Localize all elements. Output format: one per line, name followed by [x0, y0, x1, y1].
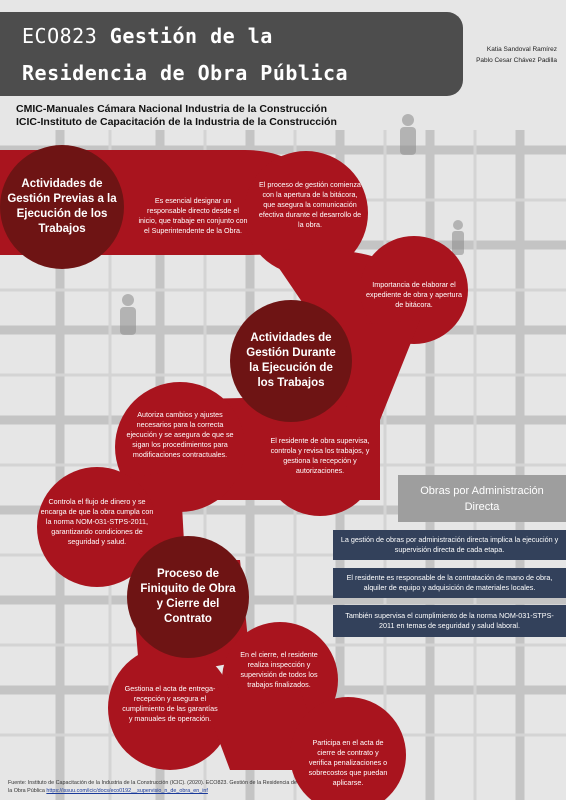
durante-item-3: Controla el flujo de dinero y se encarga de que la obra cumpla con la norma NOM-031-STPS-2011, garantizando condiciones de seguridad y salud. [40, 497, 154, 546]
footer-link[interactable]: https://issuu.com/icic/docs/eco0192__supervisio_n_de_obra_en_inf [46, 788, 208, 794]
obras-title [398, 475, 566, 522]
title-rest: Gestión de la [97, 24, 273, 48]
section-previas-title [0, 145, 124, 269]
finiquito-item-3: Participa en el acta de cierre de contrato y verifica penalizaciones o sobrecostos que puedan aplicarse. [308, 738, 388, 787]
obras-item-2: El residente es responsable de la contratación de mano de obra, alquiler de equipo y adquisición de materiales locales. [333, 568, 566, 598]
finiquito-item-2: Gestiona el acta de entrega-recepción y asegura el cumplimiento de las garantías y manuales de operación. [122, 684, 218, 723]
footer-source [8, 779, 298, 795]
institutions [16, 103, 337, 129]
footer-text: Fuente: Instituto de Capacitación de la Industria de la Construcción (ICIC). (2020). ECO823. Gestión de la Residencia de la Obra Pública [8, 780, 297, 794]
previas-item-2: El proceso de gestión comienza con la apertura de la bitácora, que asegura la comunicación efectiva durante el desarrollo de la obra. [258, 180, 362, 229]
obras-item-3: También supervisa el cumplimiento de la norma NOM-031-STPS-2011 en temas de seguridad y salud laboral. [333, 605, 566, 637]
section-durante-title [230, 300, 352, 422]
institution-cmic: CMIC-Manuales Cámara Nacional Industria de la Construcción [16, 103, 327, 115]
finiquito-item-1: En el cierre, el residente realiza inspección y supervisión de todos los trabajos finalizados. [240, 650, 318, 689]
institution-icic: ICIC-Instituto de Capacitación de la Industria de la Construcción [16, 116, 337, 128]
previas-item-1: Es esencial designar un responsable directo desde el inicio, que trabaje en conjunto con el Superintendente de la Obra. [138, 196, 248, 235]
previas-item-3: Importancia de elaborar el expediente de obra y apertura de bitácora. [366, 280, 462, 309]
section-previas-title-text: Actividades de Gestión Previas a la Ejecución de los Trabajos [7, 178, 117, 235]
author-2: Pablo Cesar Chávez Padilla [476, 57, 557, 64]
durante-item-2: El residente de obra supervisa, controla y revisa los trabajos, y gestiona la recepción y autorizaciones. [270, 436, 370, 475]
author-1: Katia Sandoval Ramírez [486, 46, 557, 53]
title-code: ECO823 [22, 24, 98, 48]
section-finiquito-title [127, 536, 249, 658]
obras-title-text: Obras por Administración Directa [420, 484, 544, 513]
obras-item-1: La gestión de obras por administración directa implica la ejecución y supervisión directa de cada etapa. [333, 530, 566, 560]
page-title-line1 [22, 24, 273, 48]
durante-item-1: Autoriza cambios y ajustes necesarios para la correcta ejecución y se asegura de que se sigan los procedimientos para modificaciones contractuales. [126, 410, 234, 459]
section-finiquito-title-text: Proceso de Finiquito de Obra y Cierre del Contrato [140, 568, 236, 625]
page-title-line2: Residencia de Obra Pública [22, 61, 349, 85]
section-durante-title-text: Actividades de Gestión Durante la Ejecución de los Trabajos [246, 332, 336, 389]
authors [476, 44, 557, 66]
